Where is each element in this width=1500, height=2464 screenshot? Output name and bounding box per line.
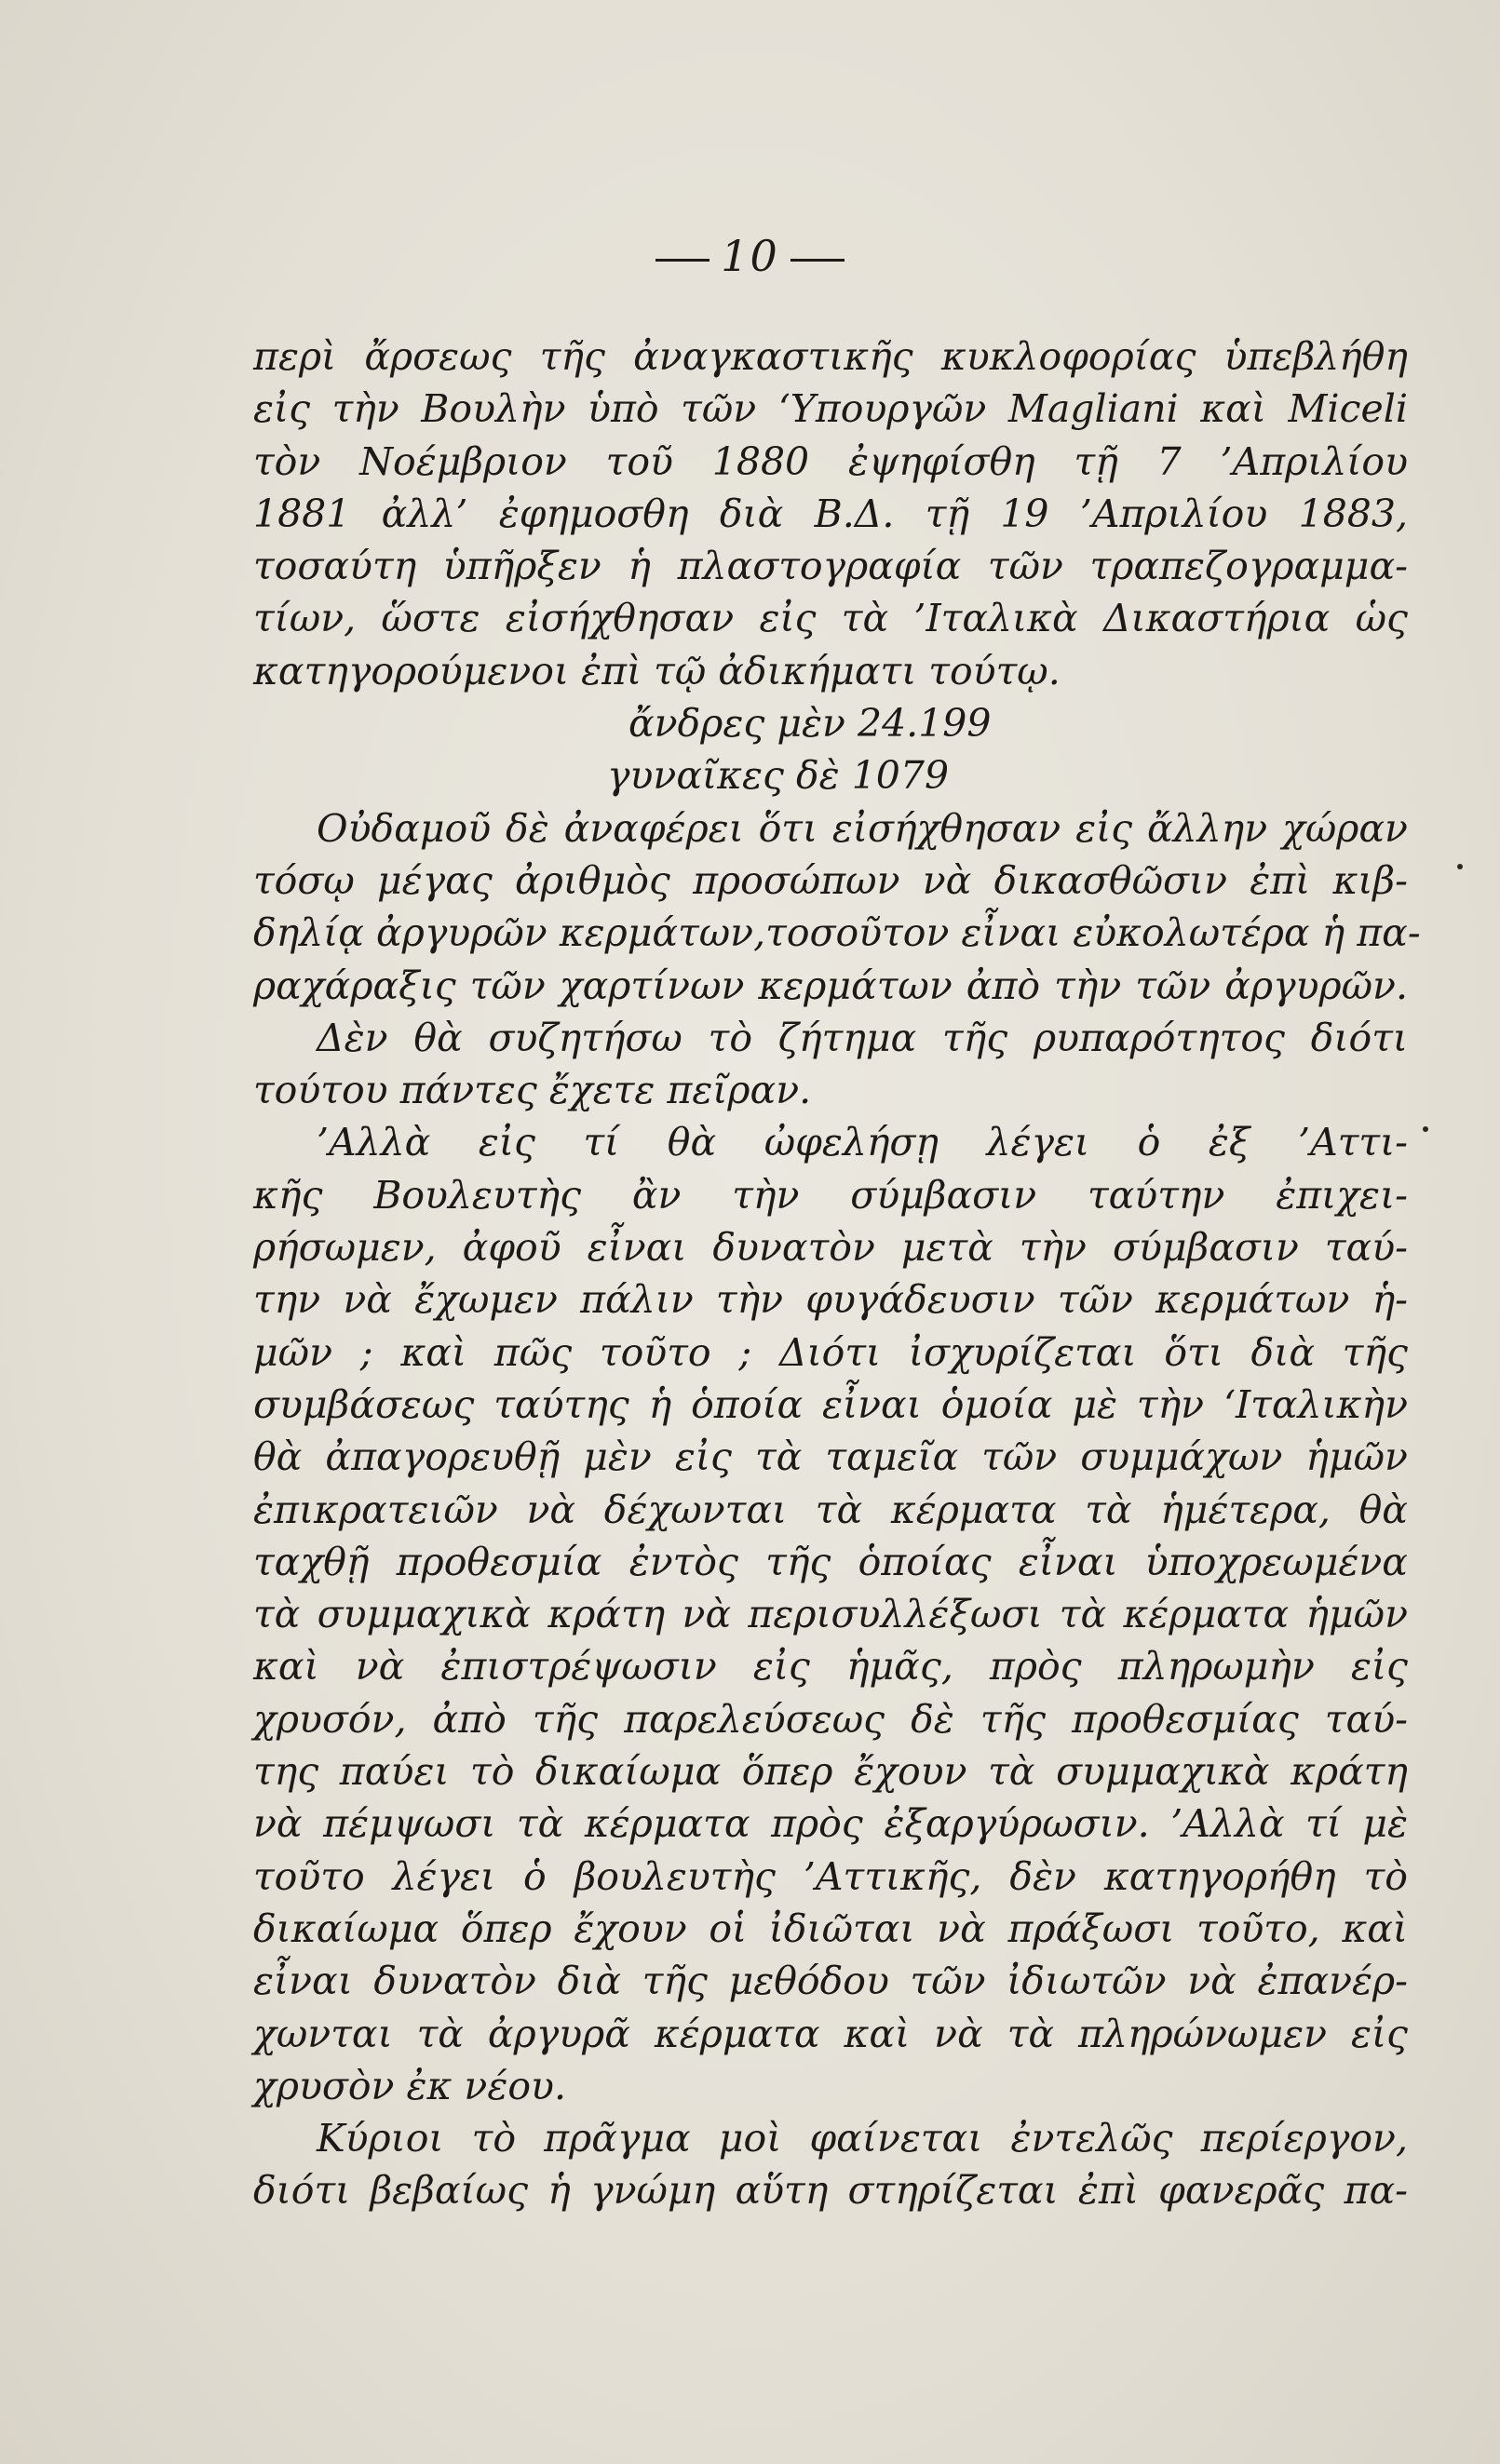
page-number-dash-right xyxy=(791,259,845,262)
text-line: περὶ ἄρσεως τῆς ἀναγκαστικῆς κυκλοφορίας ὑπεβλήθη xyxy=(253,334,1408,379)
statistic-men: ἄνδρες μὲν 24.199 xyxy=(628,701,992,747)
text-line: τούτου πάντες ἔχετε πεῖραν. xyxy=(253,1068,812,1113)
text-line: κῆς Βουλευτὴς ἂν τὴν σύμβασιν ταύτην ἐπιχει- xyxy=(253,1172,1408,1218)
text-line: 1881 ἀλλ’ ἐφημοσθη διὰ Β.Δ. τῇ 19 ’Απριλίου 1883, xyxy=(253,491,1408,536)
paragraph-start: Δὲν θὰ συζητήσω τὸ ζήτημα τῆς ρυπαρότητος διότι xyxy=(317,1015,1408,1060)
text-line: της παύει τὸ δικαίωμα ὅπερ ἔχουν τὰ συμμαχικὰ κράτη xyxy=(253,1749,1408,1795)
text-line: μῶν ; καὶ πῶς τοῦτο ; Διότι ἰσχυρίζεται ὅτι διὰ τῆς xyxy=(253,1329,1408,1375)
text-line: χωνται τὰ ἀργυρᾶ κέρματα καὶ νὰ τὰ πληρώνωμεν εἰς xyxy=(253,2011,1408,2056)
text-line: τόσῳ μέγας ἀριθμὸς προσώπων νὰ δικασθῶσιν ἐπὶ κιβ- xyxy=(253,857,1408,903)
text-line: τοῦτο λέγει ὁ βουλευτὴς ’Αττικῆς, δὲν κατηγορήθη τὸ xyxy=(253,1853,1408,1899)
paragraph-start: Οὐδαμοῦ δὲ ἀναφέρει ὅτι εἰσήχθησαν εἰς ἄλλην χώραν xyxy=(317,805,1408,851)
text-line: καὶ νὰ ἐπιστρέψωσιν εἰς ἡμᾶς, πρὸς πληρωμὴν εἰς xyxy=(253,1644,1408,1690)
text-line: χρυσὸν ἐκ νέου. xyxy=(253,2063,566,2108)
ink-speck xyxy=(1457,864,1463,869)
page-number-value: 10 xyxy=(721,231,779,281)
text-line: δικαίωμα ὅπερ ἔχουν οἱ ἰδιῶται νὰ πράξωσι τοῦτο, καὶ xyxy=(253,1905,1408,1951)
text-line: δηλίᾳ ἀργυρῶν κερμάτων,τοσοῦτον εἶναι εὐκολωτέρα ἡ πα- xyxy=(253,910,1421,956)
text-line: τοσαύτη ὑπῆρξεν ἡ πλαστογραφία τῶν τραπεζογραμμα- xyxy=(253,544,1408,589)
text-line: την νὰ ἔχωμεν πάλιν τὴν φυγάδευσιν τῶν κερμάτων ἡ- xyxy=(253,1277,1408,1323)
text-line: ραχάραξις τῶν χαρτίνων κερμάτων ἀπὸ τὴν τῶν ἀργυρῶν. xyxy=(253,963,1408,1008)
text-line: νὰ πέμψωσι τὰ κέρματα πρὸς ἐξαργύρωσιν. ’Αλλὰ τί μὲ xyxy=(253,1801,1408,1847)
text-line: τὰ συμμαχικὰ κράτη νὰ περισυλλέξωσι τὰ κέρματα ἡμῶν xyxy=(253,1592,1408,1637)
text-line: εἰς τὴν Βουλὴν ὑπὸ τῶν ‘Υπουργῶν Magliani καὶ Miceli xyxy=(253,386,1408,432)
text-line: διότι βεβαίως ἡ γνώμη αὕτη στηρίζεται ἐπὶ φανερᾶς πα- xyxy=(253,2168,1408,2214)
text-line: ταχθῇ προθεσμία ἐντὸς τῆς ὁποίας εἶναι ὑποχρεωμένα xyxy=(253,1539,1408,1584)
page-number-dash-left xyxy=(655,259,709,262)
text-line: τίων, ὥστε εἰσήχθησαν εἰς τὰ ’Ιταλικὰ Δικαστήρια ὡς xyxy=(253,596,1408,641)
text-line: θὰ ἀπαγορευθῇ μὲν εἰς τὰ ταμεῖα τῶν συμμάχων ἡμῶν xyxy=(253,1434,1408,1480)
text-line: ρήσωμεν, ἀφοῦ εἶναι δυνατὸν μετὰ τὴν σύμβασιν ταύ- xyxy=(253,1225,1408,1271)
text-line: τὸν Νοέμβριον τοῦ 1880 ἐψηφίσθη τῇ 7 ’Απριλίου xyxy=(253,438,1408,484)
text-line: κατηγορούμενοι ἐπὶ τῷ ἀδικήματι τούτῳ. xyxy=(253,648,1061,693)
text-line: συμβάσεως ταύτης ἡ ὁποία εἶναι ὁμοία μὲ τὴν ‘Ιταλικὴν xyxy=(253,1381,1408,1427)
body-text xyxy=(253,330,1421,2217)
text-line: ἐπικρατειῶν νὰ δέχωνται τὰ κέρματα τὰ ἡμέτερα, θὰ xyxy=(253,1487,1408,1532)
page-number xyxy=(0,231,1500,281)
text-line: εἶναι δυνατὸν διὰ τῆς μεθόδου τῶν ἰδιωτῶν νὰ ἐπανέρ- xyxy=(253,1959,1408,2004)
paragraph-start: Κύριοι τὸ πρᾶγμα μοὶ φαίνεται ἐντελῶς περίεργον, xyxy=(317,2116,1408,2161)
text-line: χρυσόν, ἀπὸ τῆς παρελεύσεως δὲ τῆς προθεσμίας ταύ- xyxy=(253,1696,1408,1742)
paragraph-start: ’Αλλὰ εἰς τί θὰ ὠφελήσῃ λέγει ὁ ἐξ ’Αττι- xyxy=(317,1120,1408,1165)
ink-speck xyxy=(1423,1126,1428,1132)
statistic-women: γυναῖκες δὲ 1079 xyxy=(607,753,950,799)
